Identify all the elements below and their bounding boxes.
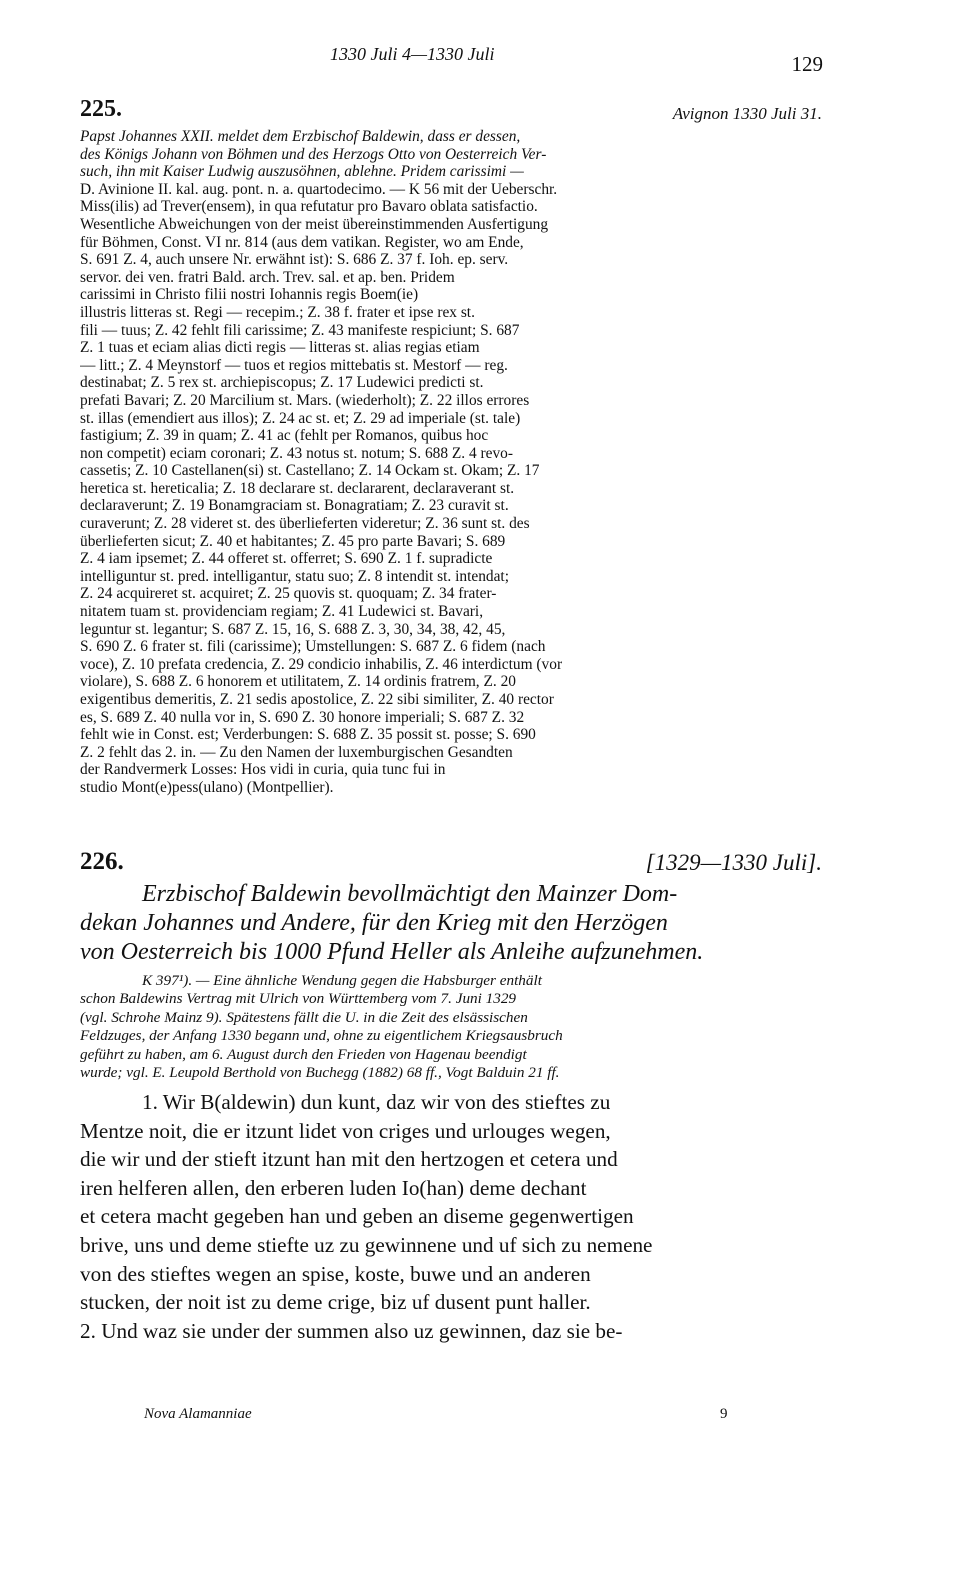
entry-number: 226. — [80, 848, 124, 875]
text-line: es, S. 689 Z. 40 nulla vor in, S. 690 Z. 30 honore imperiali; S. 687 Z. 32 — [80, 708, 525, 726]
text-line: Z. 4 iam ipsemet; Z. 44 offeret st. offerret; S. 690 Z. 1 f. supradicte — [80, 550, 493, 568]
text-line: intelliguntur st. pred. intelligantur, statu suo; Z. 8 intendit st. intendat; — [80, 567, 509, 585]
text-line: heretica st. hereticalia; Z. 18 declarare st. declararent, declaraverant st. — [80, 479, 515, 497]
running-title: 1330 Juli 4—1330 Juli — [330, 44, 495, 64]
text-line: Z. 24 acquireret st. acquiret; Z. 25 quovis st. quoquam; Z. 34 frater- — [80, 585, 497, 603]
entry-date: [1329—1330 Juli]. — [645, 850, 822, 875]
entry-226-text — [80, 1088, 822, 1345]
running-header — [80, 44, 823, 84]
text-line: declaraverunt; Z. 19 Bonamgraciam st. Bonagratiam; Z. 23 curavit st. — [80, 497, 509, 515]
entry-number: 225. — [80, 96, 122, 122]
entry-225-heading — [80, 96, 822, 126]
summary-line: dekan Johannes und Andere, für den Krieg mit den Herzögen — [80, 910, 668, 936]
text-line: stucken, der noit ist zu deme crige, biz uf dusent punt haller. — [80, 1290, 591, 1315]
text-line: exigentibus demeritis, Z. 21 sedis apostolice, Z. 22 sibi similiter, Z. 40 rector — [80, 691, 554, 708]
text-line: fili — tuus; Z. 42 fehlt fili carissime; Z. 43 manifeste respiciunt; S. 687 — [80, 321, 520, 339]
summary-line: Erzbischof Baldewin bevollmächtigt den Mainzer Dom- — [142, 881, 678, 907]
text-line: S. 691 Z. 4, auch unsere Nr. erwähnt ist): S. 686 Z. 37 f. Ioh. ep. serv. — [80, 251, 509, 269]
text-line: et cetera macht gegeben han und geben an diseme gegenwertigen — [80, 1204, 634, 1229]
note-line: wurde; vgl. E. Leupold Berthold von Buchegg (1882) 68 ff., Vogt Balduin 21 ff. — [80, 1064, 560, 1082]
text-line: leguntur st. legantur; S. 687 Z. 15, 16, S. 688 Z. 3, 30, 34, 38, 42, 45, — [80, 620, 506, 638]
note-line: K 397¹). — Eine ähnliche Wendung gegen die Habsburger enthält — [142, 972, 542, 989]
text-line: curaverunt; Z. 28 videret st. des überlieferten videretur; Z. 36 sunt st. des — [80, 515, 530, 533]
text-line: 2. Und waz sie under der summen also uz gewinnen, daz sie be- — [80, 1318, 623, 1343]
text-line: illustris litteras st. Regi — recepim.; Z. 38 f. frater et ipse rex st. — [80, 303, 475, 321]
text-line: Z. 2 fehlt das 2. in. — Zu den Namen der luxemburgischen Gesandten — [80, 743, 513, 761]
text-line: servor. dei ven. fratri Bald. arch. Trev. sal. et ap. ben. Pridem — [80, 268, 455, 286]
text-line: violare), S. 688 Z. 6 honorem et utilitatem, Z. 14 ordinis fratrem, Z. 20 — [80, 673, 516, 691]
sheet-number: 9 — [720, 1406, 728, 1422]
text-line: non competit) eciam coronari; Z. 43 notus st. notum; S. 688 Z. 4 revo- — [80, 444, 513, 462]
entry-226-heading — [80, 848, 822, 882]
text-line: fehlt wie in Const. est; Verderbungen: S. 688 Z. 35 possit st. posse; S. 690 — [80, 726, 536, 744]
text-line: such, ihn mit Kaiser Ludwig auszusöhnen, ablehne. Pridem carissimi — — [80, 163, 524, 181]
text-line: D. Avinione II. kal. aug. pont. n. a. quartodecimo. — K 56 mit der Ueberschr. — [80, 180, 558, 198]
note-line: Feldzuges, der Anfang 1330 begann und, ohne zu eigentlichem Kriegsausbruch — [80, 1027, 563, 1045]
text-line: iren helferen allen, den erberen luden Io(han) deme dechant — [80, 1175, 587, 1200]
text-line: 1. Wir B(aldewin) dun kunt, daz wir von des stieftes zu — [142, 1090, 611, 1114]
text-line: der Randvermerk Losses: Hos vidi in curia, quia tunc fui in — [80, 761, 446, 779]
text-line: Wesentliche Abweichungen von der meist übereinstimmenden Ausfertigung — [80, 215, 549, 233]
entry-226-summary — [80, 880, 822, 967]
note-line: (vgl. Schrohe Mainz 9). Spätestens fällt die U. in die Zeit des elsässischen — [80, 1008, 528, 1026]
text-line: st. illas (emendiert aus illos); Z. 24 ac st. et; Z. 29 ad imperiale (st. tale) — [80, 409, 521, 427]
text-line: studio Mont(e)pess(ulano) (Montpellier). — [80, 778, 334, 796]
note-line: geführt zu haben, am 6. August durch den Frieden von Hagenau beendigt — [80, 1045, 527, 1063]
entry-226-notes — [80, 972, 822, 1082]
signature-mark: Nova Alamanniae — [144, 1406, 252, 1422]
text-line: brive, uns und deme stiefte uz zu gewinnene und uf sich zu nemene — [80, 1232, 653, 1257]
text-line: überlieferten sicut; Z. 40 et habitantes; Z. 45 pro parte Bavari; S. 689 — [80, 532, 506, 550]
summary-line: von Oesterreich bis 1000 Pfund Heller als Anleihe aufzunehmen. — [80, 939, 704, 965]
text-line: die wir und der stieft itzunt han mit den hertzogen et cetera und — [80, 1147, 618, 1172]
text-line: Z. 1 tuas et eciam alias dicti regis — litteras st. alias regias etiam — [80, 339, 480, 357]
entry-225-body — [80, 128, 822, 797]
text-line: Papst Johannes XXII. meldet dem Erzbischof Baldewin, dass er dessen, — [80, 128, 521, 145]
text-line: S. 690 Z. 6 frater st. fili (carissime); Umstellungen: S. 687 Z. 6 fidem (nach — [80, 638, 546, 656]
text-line: des Königs Johann von Böhmen und des Herzogs Otto von Oesterreich Ver- — [80, 145, 547, 163]
text-line: — litt.; Z. 4 Meynstorf — tuos et regios mittebatis st. Mestorf — reg. — [80, 356, 508, 374]
page-number: 129 — [791, 52, 823, 76]
text-line: destinabat; Z. 5 rex st. archiepiscopus; Z. 17 Ludewici predicti st. — [80, 374, 484, 392]
text-line: cassetis; Z. 10 Castellanen(si) st. Castellano; Z. 14 Ockam st. Okam; Z. 17 — [80, 462, 540, 480]
text-line: carissimi in Christo filii nostri Iohannis regis Boem(ie) — [80, 286, 419, 304]
text-line: Miss(ilis) ad Trever(ensem), in qua refutatur pro Bavaro oblata satisfactio. — [80, 198, 538, 216]
text-line: voce), Z. 10 prefata credencia, Z. 29 condicio inhabilis, Z. 46 interdictum (vor — [80, 655, 563, 673]
text-line: nitatem tuam st. providenciam regiam; Z. 41 Ludewici st. Bavari, — [80, 603, 484, 621]
text-line: fastigium; Z. 39 in quam; Z. 41 ac (fehlt per Romanos, quibus hoc — [80, 427, 489, 445]
text-line: Mentze noit, die er itzunt lidet von criges und urlouges wegen, — [80, 1118, 611, 1143]
text-line: für Böhmen, Const. VI nr. 814 (aus dem vatikan. Register, wo am Ende, — [80, 233, 524, 251]
note-line: schon Baldewins Vertrag mit Ulrich von Württemberg vom 7. Juni 1329 — [80, 990, 517, 1008]
text-line: prefati Bavari; Z. 20 Marcilium st. Mars. (wiederholt); Z. 22 illos errores — [80, 391, 530, 409]
entry-date: Avignon 1330 Juli 31. — [672, 104, 822, 123]
text-line: von des stieftes wegen an spise, koste, buwe und an anderen — [80, 1261, 591, 1286]
